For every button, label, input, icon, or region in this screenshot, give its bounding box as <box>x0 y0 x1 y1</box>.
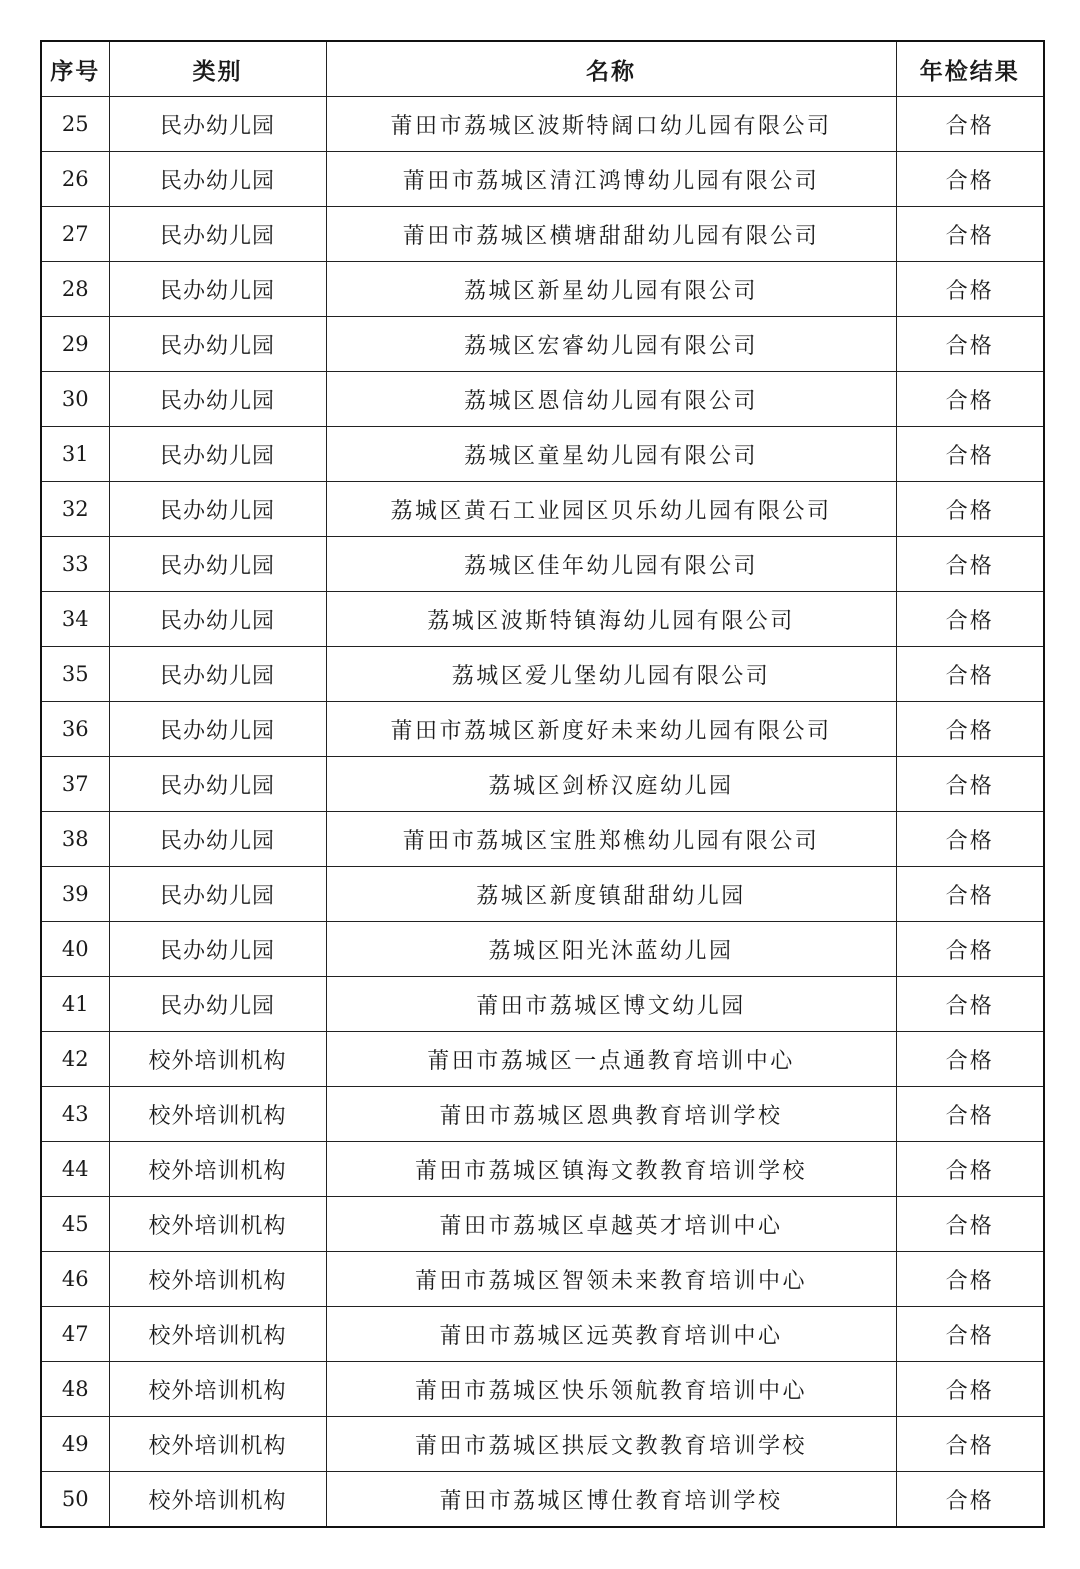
cell-seq: 47 <box>41 1307 109 1362</box>
cell-category: 校外培训机构 <box>109 1362 326 1417</box>
cell-name: 荔城区阳光沐蓝幼儿园 <box>326 922 896 977</box>
cell-seq: 41 <box>41 977 109 1032</box>
cell-seq: 25 <box>41 97 109 152</box>
cell-name: 莆田市荔城区镇海文教教育培训学校 <box>326 1142 896 1197</box>
cell-name: 荔城区宏睿幼儿园有限公司 <box>326 317 896 372</box>
cell-name: 莆田市荔城区波斯特阔口幼儿园有限公司 <box>326 97 896 152</box>
cell-seq: 34 <box>41 592 109 647</box>
cell-category: 民办幼儿园 <box>109 372 326 427</box>
cell-name: 莆田市荔城区新度好未来幼儿园有限公司 <box>326 702 896 757</box>
cell-seq: 32 <box>41 482 109 537</box>
cell-seq: 35 <box>41 647 109 702</box>
cell-result: 合格 <box>896 977 1044 1032</box>
cell-result: 合格 <box>896 1252 1044 1307</box>
cell-name: 莆田市荔城区横塘甜甜幼儿园有限公司 <box>326 207 896 262</box>
cell-name: 荔城区剑桥汉庭幼儿园 <box>326 757 896 812</box>
cell-result: 合格 <box>896 647 1044 702</box>
cell-category: 校外培训机构 <box>109 1032 326 1087</box>
header-name: 名称 <box>326 41 896 97</box>
cell-category: 民办幼儿园 <box>109 922 326 977</box>
cell-result: 合格 <box>896 1087 1044 1142</box>
cell-name: 荔城区爱儿堡幼儿园有限公司 <box>326 647 896 702</box>
table-row <box>41 317 1044 372</box>
cell-result: 合格 <box>896 1197 1044 1252</box>
cell-result: 合格 <box>896 207 1044 262</box>
cell-name: 荔城区佳年幼儿园有限公司 <box>326 537 896 592</box>
cell-category: 民办幼儿园 <box>109 702 326 757</box>
cell-name: 莆田市荔城区远英教育培训中心 <box>326 1307 896 1362</box>
cell-seq: 40 <box>41 922 109 977</box>
cell-name: 荔城区黄石工业园区贝乐幼儿园有限公司 <box>326 482 896 537</box>
cell-name: 荔城区新星幼儿园有限公司 <box>326 262 896 317</box>
cell-category: 校外培训机构 <box>109 1252 326 1307</box>
cell-category: 校外培训机构 <box>109 1472 326 1528</box>
cell-category: 民办幼儿园 <box>109 647 326 702</box>
header-category: 类别 <box>109 41 326 97</box>
cell-result: 合格 <box>896 702 1044 757</box>
cell-result: 合格 <box>896 427 1044 482</box>
table-row <box>41 372 1044 427</box>
header-seq: 序号 <box>41 41 109 97</box>
cell-category: 民办幼儿园 <box>109 592 326 647</box>
table-row <box>41 977 1044 1032</box>
table-row <box>41 482 1044 537</box>
table-row <box>41 152 1044 207</box>
table-row <box>41 1252 1044 1307</box>
table-row <box>41 1472 1044 1528</box>
cell-seq: 26 <box>41 152 109 207</box>
cell-category: 校外培训机构 <box>109 1087 326 1142</box>
cell-category: 民办幼儿园 <box>109 977 326 1032</box>
cell-seq: 46 <box>41 1252 109 1307</box>
cell-result: 合格 <box>896 317 1044 372</box>
cell-category: 民办幼儿园 <box>109 207 326 262</box>
cell-category: 民办幼儿园 <box>109 427 326 482</box>
table-row <box>41 867 1044 922</box>
cell-name: 莆田市荔城区恩典教育培训学校 <box>326 1087 896 1142</box>
cell-name: 莆田市荔城区一点通教育培训中心 <box>326 1032 896 1087</box>
table-row <box>41 262 1044 317</box>
cell-seq: 42 <box>41 1032 109 1087</box>
cell-category: 民办幼儿园 <box>109 537 326 592</box>
cell-result: 合格 <box>896 922 1044 977</box>
cell-seq: 37 <box>41 757 109 812</box>
cell-category: 民办幼儿园 <box>109 152 326 207</box>
cell-name: 莆田市荔城区快乐领航教育培训中心 <box>326 1362 896 1417</box>
cell-name: 荔城区童星幼儿园有限公司 <box>326 427 896 482</box>
cell-name: 莆田市荔城区博仕教育培训学校 <box>326 1472 896 1528</box>
table-row <box>41 1032 1044 1087</box>
table-row <box>41 1087 1044 1142</box>
cell-category: 校外培训机构 <box>109 1197 326 1252</box>
cell-category: 校外培训机构 <box>109 1417 326 1472</box>
cell-name: 莆田市荔城区卓越英才培训中心 <box>326 1197 896 1252</box>
cell-name: 荔城区波斯特镇海幼儿园有限公司 <box>326 592 896 647</box>
table-row <box>41 1197 1044 1252</box>
cell-category: 民办幼儿园 <box>109 262 326 317</box>
table-header-row <box>41 41 1044 97</box>
cell-result: 合格 <box>896 592 1044 647</box>
cell-result: 合格 <box>896 867 1044 922</box>
cell-seq: 28 <box>41 262 109 317</box>
cell-name: 莆田市荔城区清江鸿博幼儿园有限公司 <box>326 152 896 207</box>
cell-result: 合格 <box>896 1307 1044 1362</box>
cell-result: 合格 <box>896 372 1044 427</box>
cell-category: 民办幼儿园 <box>109 867 326 922</box>
cell-seq: 29 <box>41 317 109 372</box>
cell-seq: 44 <box>41 1142 109 1197</box>
cell-seq: 39 <box>41 867 109 922</box>
cell-result: 合格 <box>896 537 1044 592</box>
cell-category: 校外培训机构 <box>109 1307 326 1362</box>
cell-result: 合格 <box>896 97 1044 152</box>
cell-seq: 43 <box>41 1087 109 1142</box>
cell-result: 合格 <box>896 1472 1044 1528</box>
cell-result: 合格 <box>896 262 1044 317</box>
cell-seq: 45 <box>41 1197 109 1252</box>
cell-name: 莆田市荔城区拱辰文教教育培训学校 <box>326 1417 896 1472</box>
cell-seq: 36 <box>41 702 109 757</box>
table-row <box>41 1142 1044 1197</box>
cell-result: 合格 <box>896 152 1044 207</box>
cell-result: 合格 <box>896 482 1044 537</box>
cell-category: 民办幼儿园 <box>109 757 326 812</box>
table-row <box>41 922 1044 977</box>
cell-seq: 38 <box>41 812 109 867</box>
table-row <box>41 1307 1044 1362</box>
cell-result: 合格 <box>896 1417 1044 1472</box>
table-row <box>41 757 1044 812</box>
cell-category: 民办幼儿园 <box>109 482 326 537</box>
cell-result: 合格 <box>896 1142 1044 1197</box>
cell-seq: 27 <box>41 207 109 262</box>
cell-seq: 33 <box>41 537 109 592</box>
cell-result: 合格 <box>896 1362 1044 1417</box>
cell-category: 校外培训机构 <box>109 1142 326 1197</box>
cell-result: 合格 <box>896 757 1044 812</box>
table-row <box>41 702 1044 757</box>
table-row <box>41 207 1044 262</box>
table-row <box>41 647 1044 702</box>
header-result: 年检结果 <box>896 41 1044 97</box>
table-row <box>41 592 1044 647</box>
cell-seq: 50 <box>41 1472 109 1528</box>
table-row <box>41 812 1044 867</box>
table-row <box>41 1417 1044 1472</box>
cell-category: 民办幼儿园 <box>109 97 326 152</box>
table-row <box>41 427 1044 482</box>
table-row <box>41 537 1044 592</box>
cell-result: 合格 <box>896 812 1044 867</box>
cell-name: 荔城区恩信幼儿园有限公司 <box>326 372 896 427</box>
table-row <box>41 1362 1044 1417</box>
cell-name: 莆田市荔城区智领未来教育培训中心 <box>326 1252 896 1307</box>
cell-seq: 48 <box>41 1362 109 1417</box>
cell-seq: 49 <box>41 1417 109 1472</box>
cell-name: 荔城区新度镇甜甜幼儿园 <box>326 867 896 922</box>
cell-category: 民办幼儿园 <box>109 317 326 372</box>
cell-result: 合格 <box>896 1032 1044 1087</box>
cell-category: 民办幼儿园 <box>109 812 326 867</box>
cell-seq: 30 <box>41 372 109 427</box>
cell-name: 莆田市荔城区宝胜郑樵幼儿园有限公司 <box>326 812 896 867</box>
cell-name: 莆田市荔城区博文幼儿园 <box>326 977 896 1032</box>
cell-seq: 31 <box>41 427 109 482</box>
inspection-results-table <box>40 40 1045 1528</box>
table-row <box>41 97 1044 152</box>
